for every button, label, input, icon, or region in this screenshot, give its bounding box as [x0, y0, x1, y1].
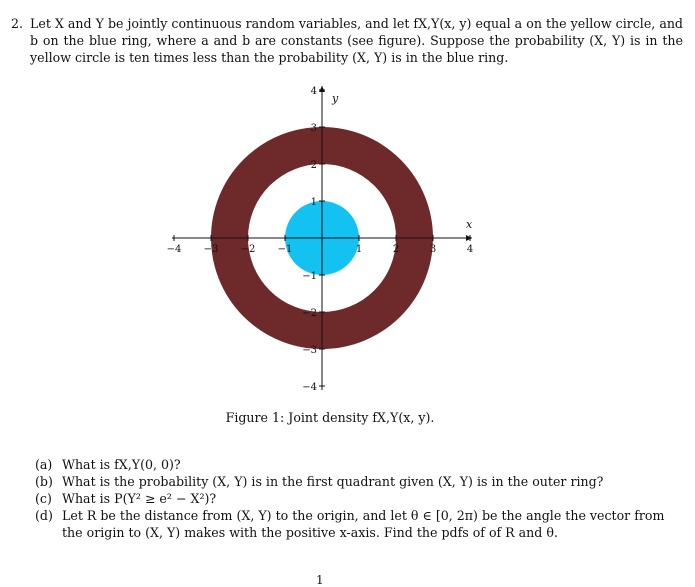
x-tick-label: −3: [203, 244, 219, 255]
x-tick-label: −4: [166, 244, 182, 255]
x-axis-label: x: [466, 218, 473, 231]
y-axis-arrow: [319, 86, 325, 92]
question-b: [35, 473, 675, 490]
x-tick-label: −2: [240, 244, 256, 255]
question-c: [35, 490, 675, 507]
joint-density-figure: [150, 80, 510, 393]
question-label: (d): [35, 508, 53, 523]
problem-text: Let X and Y be jointly continuous random variables, and let fX,Y(x, y) equal a on the yellow circle, and b on the blue ring, where a and b are constants (see figure). Suppose the probability (X, Y) is in the yellow circle is ten times less than the probability (X, Y) is in the blue ring.: [30, 16, 683, 65]
x-tick-label: −1: [277, 244, 293, 255]
x-tick-label: 3: [429, 244, 437, 255]
problem-number: 2.: [11, 16, 24, 31]
x-tick-label: 1: [355, 244, 363, 255]
density-diagram: [150, 80, 510, 393]
y-tick-label: −4: [302, 382, 317, 393]
question-text: What is P(Y² ≥ e² − X²)?: [62, 491, 217, 506]
y-tick-label: 2: [310, 160, 317, 171]
y-tick-label: −2: [302, 308, 317, 319]
question-label: (b): [35, 474, 53, 489]
page-number: 1: [316, 573, 324, 587]
y-tick-label: −3: [302, 345, 317, 356]
y-tick-label: 4: [310, 86, 317, 97]
question-d: [35, 507, 675, 541]
y-tick-label: 1: [310, 197, 317, 208]
question-text: What is fX,Y(0, 0)?: [62, 457, 181, 472]
question-label: (a): [35, 457, 53, 472]
question-label: (c): [35, 491, 52, 506]
y-axis-label: y: [332, 92, 339, 105]
problem-statement: [11, 15, 683, 66]
y-tick-label: 3: [310, 123, 317, 134]
y-tick-label: −1: [302, 271, 317, 282]
figure-caption: Figure 1: Joint density fX,Y(x, y).: [225, 410, 435, 425]
question-a: [35, 456, 675, 473]
question-text: What is the probability (X, Y) is in the first quadrant given (X, Y) is in the outer ring?: [62, 474, 604, 489]
question-text: Let R be the distance from (X, Y) to the origin, and let θ ∈ [0, 2π) be the angle the vector from the origin to (X, Y) makes with the positive x-axis. Find the pdfs of of R and θ.: [62, 508, 665, 540]
x-tick-label: 4: [466, 244, 474, 255]
question-list: [35, 456, 675, 541]
x-tick-label: 2: [392, 244, 400, 255]
x-axis-arrow: [466, 235, 472, 241]
